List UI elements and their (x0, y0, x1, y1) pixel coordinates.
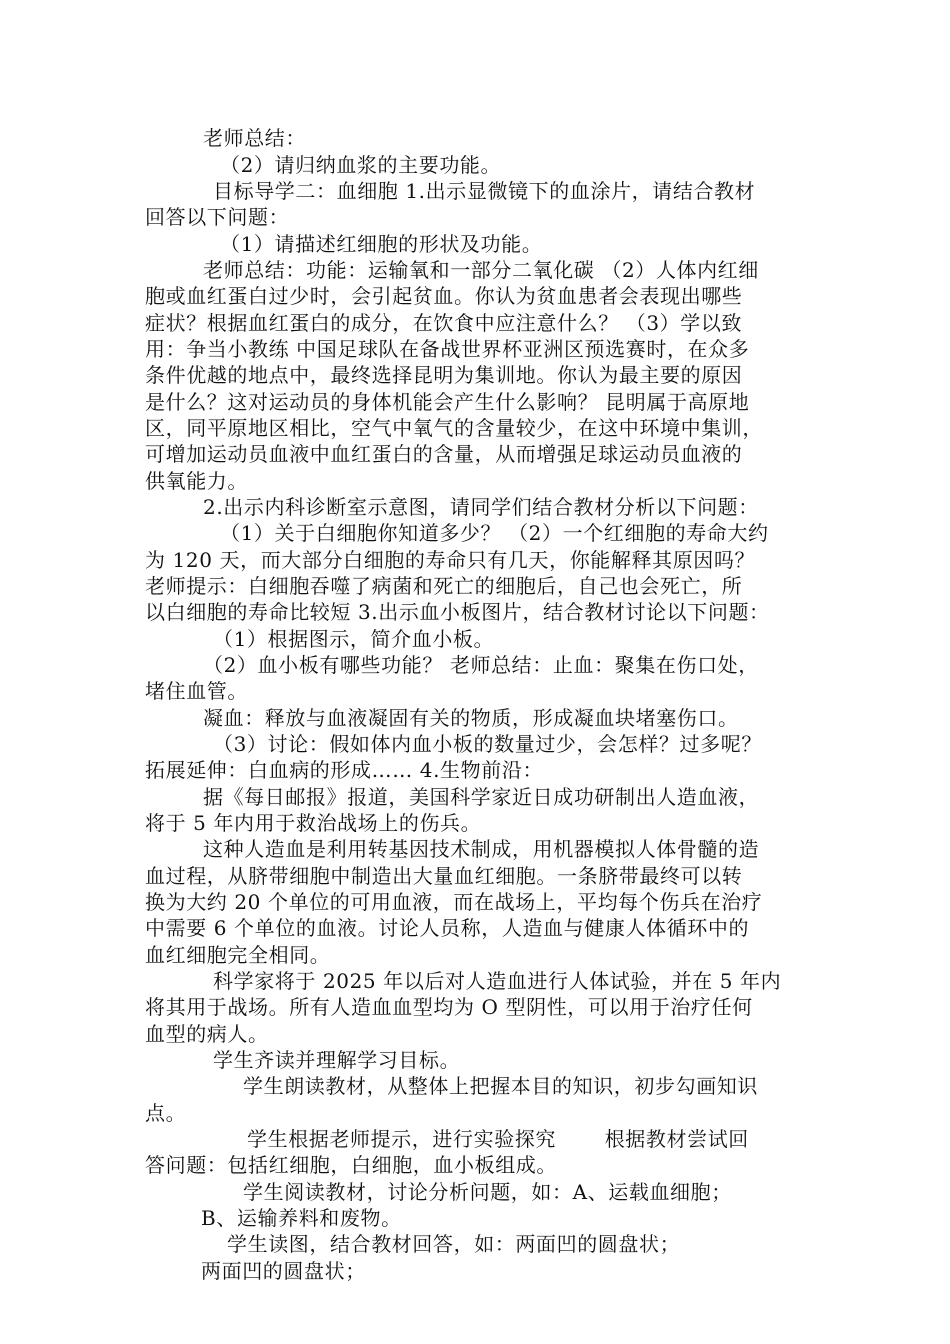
text-line: 回答以下问题： (145, 205, 290, 229)
text-line: 学生读图，结合教材回答，如：两面凹的圆盘状； (227, 1232, 681, 1256)
text-line: （1）请描述红细胞的形状及功能。 (220, 232, 543, 256)
text-line: 学生齐读并理解学习目标。 (213, 1048, 461, 1072)
text-line: 据《每日邮报》报道，美国科学家近日成功研制出人造血液， (203, 785, 760, 809)
text-line: 将其用于战场。所有人造血血型均为 O 型阴性，可以用于治疗任何 (145, 995, 753, 1019)
text-line: 中需要 6 个单位的血液。讨论人员称，人造血与健康人体循环中的 (145, 916, 750, 940)
text-line: 两面凹的圆盘状； (201, 1259, 366, 1283)
text-line: 点。 (145, 1101, 187, 1125)
text-line: 答问题：包括红细胞，白细胞，血小板组成。 (145, 1153, 557, 1177)
text-line: 老师总结：功能：运输氧和一部分二氧化碳 （2）人体内红细 (203, 258, 759, 282)
text-line: 老师提示：白细胞吞噬了病菌和死亡的细胞后，自己也会死亡，所 (145, 574, 743, 598)
text-line: 凝血：释放与血液凝固有关的物质，形成凝血块堵塞伤口。 (203, 706, 739, 730)
text-line: （2）请归纳血浆的主要功能。 (220, 153, 502, 177)
text-line: 供氧能力。 (145, 469, 248, 493)
text-line: 老师总结： (203, 126, 306, 150)
text-line: （3）讨论：假如体内血小板的数量过少，会怎样？过多呢？ (213, 732, 762, 756)
text-line: 症状？根据血红蛋白的成分，在饮食中应注意什么？ （3）学以致 (145, 311, 743, 335)
text-line: 拓展延伸：白血病的形成…… 4.生物前沿： (145, 758, 544, 782)
text-line: 将于 5 年内用于救治战场上的伤兵。 (145, 811, 482, 835)
text-line: 以白细胞的寿命比较短 3.出示血小板图片，结合教材讨论以下问题： (145, 600, 770, 624)
text-line: B、运输养料和废物。 (201, 1206, 402, 1230)
text-line: 用：争当小教练 中国足球队在备战世界杯亚洲区预选赛时，在众多 (145, 337, 750, 361)
text-line: 学生朗读教材，从整体上把握本目的知识，初步勾画知识 (243, 1074, 758, 1098)
text-line: 2.出示内科诊断室示意图，请同学们结合教材分析以下问题： (203, 495, 759, 519)
text-line: 这种人造血是利用转基因技术制成，用机器模拟人体骨髓的造 (203, 837, 760, 861)
text-line: 可增加运动员血液中血红蛋白的含量，从而增强足球运动员血液的 (145, 442, 743, 466)
text-line: （1）根据图示，简介血小板。 (213, 627, 495, 651)
text-line: 堵住血管。 (145, 679, 248, 703)
text-line: 条件优越的地点中，最终选择昆明为集训地。你认为最主要的原因 (145, 363, 743, 387)
text-line: 换为大约 20 个单位的可用血液，而在战场上，平均每个伤兵在治疗 (145, 890, 763, 914)
text-line: 血过程，从脐带细胞中制造出大量血红细胞。一条脐带最终可以转 (145, 864, 743, 888)
text-line: 学生阅读教材，讨论分析问题，如：A、运载血细胞； (243, 1180, 732, 1204)
text-line: 胞或血红蛋白过少时，会引起贫血。你认为贫血患者会表现出哪些 (145, 284, 743, 308)
text-line: 科学家将于 2025 年以后对人造血进行人体试验，并在 5 年内 (213, 969, 782, 993)
text-line: 血红细胞完全相同。 (145, 943, 331, 967)
text-line: 区，同平原地区相比，空气中氧气的含量较少，在这中环境中集训， (145, 416, 763, 440)
text-line: 为 120 天，而大部分白细胞的寿命只有几天，你能解释其原因吗？ (145, 548, 756, 572)
text-line: （2）血小板有哪些功能？ 老师总结：止血：聚集在伤口处， (203, 653, 759, 677)
text-line: 血型的病人。 (145, 1022, 269, 1046)
text-line: 学生根据老师提示，进行实验探究 根据教材尝试回 (247, 1127, 749, 1151)
text-line: 是什么？这对运动员的身体机能会产生什么影响？ 昆明属于高原地 (145, 390, 750, 414)
text-line: 目标导学二：血细胞 1.出示显微镜下的血涂片，请结合教材 (213, 179, 756, 203)
text-line: （1）关于白细胞你知道多少？ （2）一个红细胞的寿命大约 (220, 521, 769, 545)
